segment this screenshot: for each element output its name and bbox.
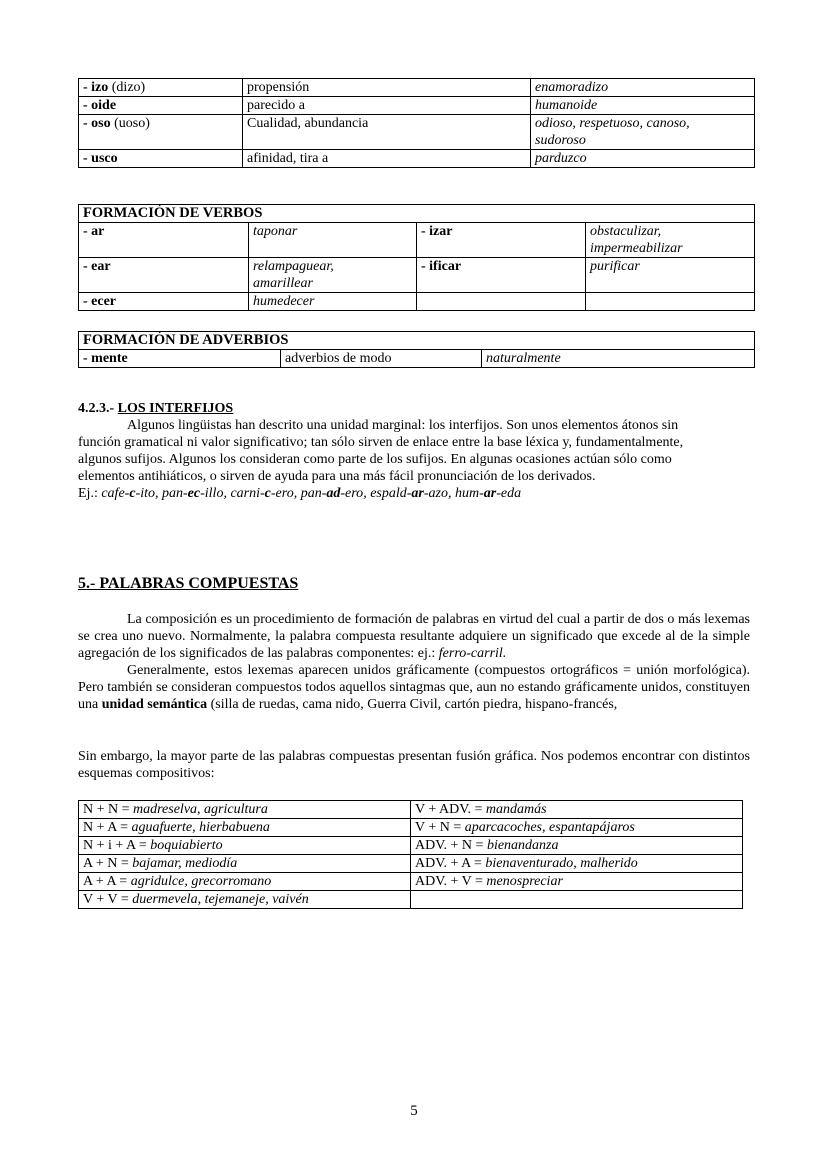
scheme-cell: N + N = madreselva, agricultura <box>79 801 411 819</box>
example-cell: relampaguear, amarillear <box>249 258 417 293</box>
scheme-cell: ADV. + V = menospreciar <box>411 873 743 891</box>
suffix-cell: - izar <box>417 223 586 258</box>
table-row <box>79 79 755 97</box>
page-number: 5 <box>410 1103 418 1119</box>
compuestas-paragraph-1: La composición es un procedimiento de formación de palabras en virtud del cual a partir de dos o más lexemas se crea uno nuevo. Normalmente, la palabra compuesta resultante adquiere un significado que excede al de la simple agregación de los significados de las palabras componentes: ej.: ferro-carril. <box>78 612 750 661</box>
table-row <box>79 855 743 873</box>
verbs-table-title: FORMACIÓN DE VERBOS <box>79 205 755 223</box>
compuestas-paragraph-3: Sin embargo, la mayor parte de las palabras compuestas presentan fusión gráfica. Nos podemos encontrar con distintos esquemas compositivos: <box>78 749 750 781</box>
suffix-cell: - ar <box>79 223 249 258</box>
suffix-variant: (dizo) <box>111 80 146 95</box>
example-cell: obstaculizar, impermeabilizar <box>586 223 755 258</box>
suffix-variant: (uoso) <box>114 116 150 131</box>
suffix-cell: - usco <box>83 151 118 166</box>
section-interfijos-heading <box>78 400 233 417</box>
table-row <box>79 801 743 819</box>
table-row <box>79 350 755 368</box>
compound-schemes-table <box>78 800 743 909</box>
suffix-cell: - mente <box>79 350 281 368</box>
empty-cell <box>411 891 743 909</box>
example-cell: taponar <box>249 223 417 258</box>
suffix-cell: - izo <box>83 80 109 95</box>
scheme-cell: N + i + A = boquiabierto <box>79 837 411 855</box>
table-row <box>79 819 743 837</box>
empty-cell <box>586 293 755 311</box>
compuestas-paragraph-2: Generalmente, estos lexemas aparecen unidos gráficamente (compuestos ortográficos = unión morfológica). Pero también se consideran compuestos todos aquellos sintagmas que, aun no estando gráficamente unidos, constituyen una unidad semántica (silla de ruedas, cama nido, Guerra Civil, cartón piedra, hispano-francés, <box>78 663 750 712</box>
scheme-cell: V + ADV. = mandamás <box>411 801 743 819</box>
example-cell: enamoradizo <box>531 79 755 97</box>
example-cell: humanoide <box>531 97 755 115</box>
meaning-cell: propensión <box>243 79 531 97</box>
verbs-table <box>78 204 755 311</box>
table-row <box>79 891 743 909</box>
example-cell: naturalmente <box>482 350 755 368</box>
section-number: 4.2.3.- <box>78 401 115 416</box>
scheme-cell: N + A = aguafuerte, hierbabuena <box>79 819 411 837</box>
example-cell: purificar <box>586 258 755 293</box>
suffix-cell: - ear <box>79 258 249 293</box>
scheme-cell: V + N = aparcacoches, espantapájaros <box>411 819 743 837</box>
table-row <box>79 293 755 311</box>
suffix-table <box>78 78 755 168</box>
meaning-cell: Cualidad, abundancia <box>243 115 531 150</box>
meaning-cell: parecido a <box>243 97 531 115</box>
empty-cell <box>417 293 586 311</box>
table-row <box>79 258 755 293</box>
interfijos-paragraph: Algunos lingüistas han descrito una unidad marginal: los interfijos. Son unos elementos átonos sin función gramatical ni valor significativo; tan sólo sirven de enlace entre la base léxica y, fundamentalmente, algunos sufijos. Algunos los consideran como parte de los sufijos. En algunas ocasiones actúan sólo como elementos antihiáticos, o sirven de ayuda para una más fácil pronunciación de los derivados. Ej.: cafe-c-ito, pan-ec-illo, carni-c-ero, pan-ad-ero, espald-ar-azo, hum-ar-eda <box>78 417 758 502</box>
suffix-cell: - oso <box>83 116 111 131</box>
section-compuestas-heading: 5.- PALABRAS COMPUESTAS <box>78 575 299 592</box>
example-cell: odioso, respetuoso, canoso, sudoroso <box>531 115 755 150</box>
example-cell: parduzco <box>531 150 755 168</box>
suffix-cell: - oide <box>83 98 117 113</box>
scheme-cell: ADV. + A = bienaventurado, malherido <box>411 855 743 873</box>
section-title: LOS INTERFIJOS <box>117 401 234 416</box>
example-cell: humedecer <box>249 293 417 311</box>
suffix-cell: - ificar <box>417 258 586 293</box>
adverbs-table-title: FORMACIÓN DE ADVERBIOS <box>79 332 755 350</box>
table-row <box>79 223 755 258</box>
scheme-cell: V + V = duermevela, tejemaneje, vaivén <box>79 891 411 909</box>
suffix-cell: - ecer <box>79 293 249 311</box>
table-row <box>79 150 755 168</box>
table-row <box>79 97 755 115</box>
table-row <box>79 837 743 855</box>
scheme-cell: A + N = bajamar, mediodía <box>79 855 411 873</box>
adverbs-table <box>78 331 755 368</box>
scheme-cell: A + A = agridulce, grecorromano <box>79 873 411 891</box>
meaning-cell: adverbios de modo <box>281 350 482 368</box>
scheme-cell: ADV. + N = bienandanza <box>411 837 743 855</box>
table-row <box>79 873 743 891</box>
meaning-cell: afinidad, tira a <box>243 150 531 168</box>
table-row <box>79 115 755 150</box>
interfijos-examples: Ej.: cafe-c-ito, pan-ec-illo, carni-c-ero, pan-ad-ero, espald-ar-azo, hum-ar-eda <box>78 486 522 501</box>
